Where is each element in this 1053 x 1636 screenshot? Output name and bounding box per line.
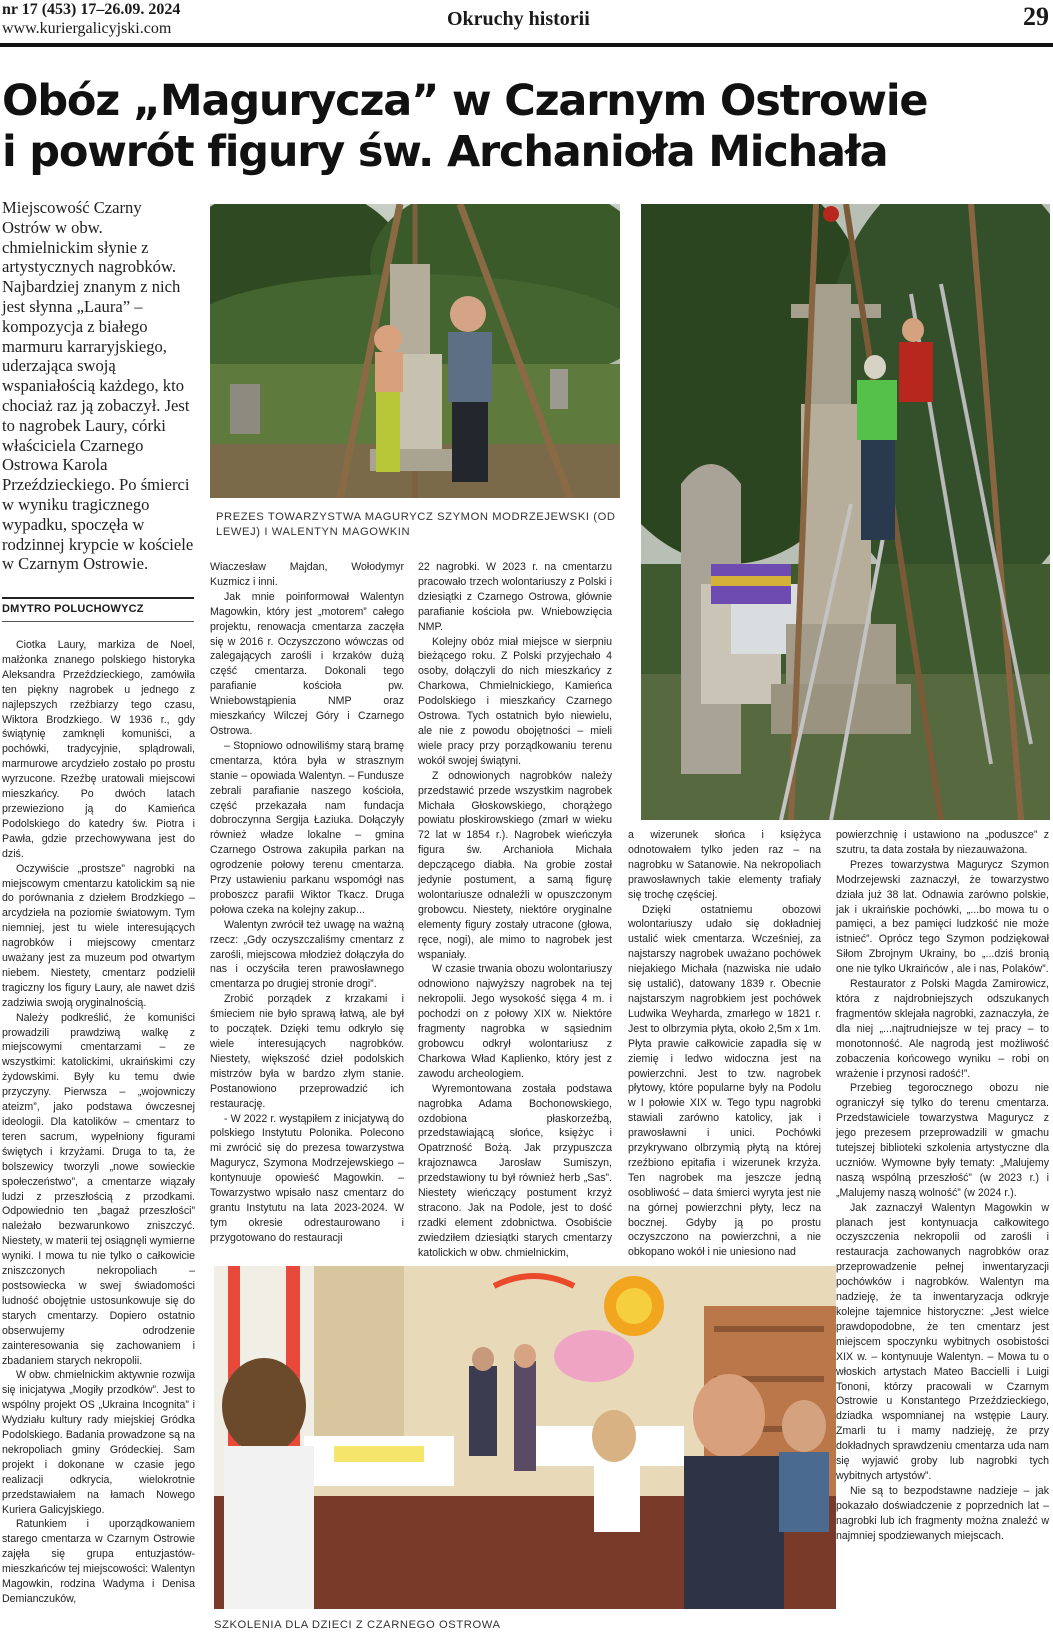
paragraph: Należy podkreślić, że komuniści prowadzili prawdziwą walkę z miejscowymi cmentarzami – ze wszystkimi: katolickimi, ukraińskimi czy żydowskimi. Były ku temu dwie przyczyny. Pierwsza – „wojowniczy ateizm”, jako podstawa ówczesnej ideologii. Dla katolików – cmentarz to teren sacrum, wypełniony figurami świętych i krzyżami. Druga to ta, że bolszewicy tworzyli „nowe sowieckie społeczeństwo”, a cmentarze wiązały ludzi z przeszłością z przodkami. Odpowiednio ten „bagaż przeszłości” należało bezwarunkowo zniszczyć. Niestety, w materii tej osiągnęli wymierne wyniki. I mowa tu nie tylko o całkowicie zniszczonych nekropoliach – postsowiecka w swej świadomości ludność obojętnie ustosunkowuje się do starych cmentarzy. Dopiero ostatnio obserwujemy odrodzenie zainteresowania się zachowaniem i zbadaniem starych nekropolii. <box>2 1011 195 1367</box>
paragraph: Jak zaznaczył Walentyn Magowkin w planach jest kontynuacja całkowitego oczyszczenia nekropolii od zarośli i restauracja zachowanych nagrobków oraz przeprowadzenie pełnej inwentaryzacji pochówków i nagrobków. Walentyn ma nadzieję, że ta inwentaryzacja odkryje kolejne tajemnice historyczne: „Jest wielce prawdopodobne, że ten cmentarz jest miejscem spoczynku wybitnych osobistości XIX w. – kontynuuje Walentyn. – Mowa tu o włoskich artystach Mateo Baccielli i Luigi Tononi, którzy pracowali w Czarnym Ostrowie u Konstantego Przeździeckiego, dziadka wspomnianej na wstępie Laury. Zmarli tu i mamy nadzieję, że przy dokładnych sprawdzeniu cmentarza uda nam się wyjawić groby lub nagrobki tych wybitnych artystów”. <box>836 1201 1049 1482</box>
paragraph: Jak mnie poinformował Walentyn Magowkin, który jest „motorem” całego projektu, renowacja cmentarza zaczęła się w 2016 r. Oczyszczono wówczas od zalegających zarośli i krzaków dużą część cmentarza. Dokonali tego parafianie kościoła pw. Wniebowstąpienia NMP oraz mieszkańcy Wilczej Góry i Czarnego Ostrowa. <box>210 590 404 737</box>
page-number: 29 <box>1023 2 1049 31</box>
paragraph: Zrobić porządek z krzakami i śmieciem nie było sprawą łatwą, ale był to początek. Dzięki temu odkryło się wiele interesujących nagrobków. Niestety, większość dzieł podolskich mistrzów była w bardzo złym stanie. Postanowiono przeprowadzić ich restaurację. <box>210 993 404 1110</box>
header-rule <box>0 43 1053 47</box>
paragraph: – Stopniowo odnowiliśmy starą bramę cmentarza, która była w strasznym stanie – opowiada Walentyn. – Fundusze zebrali parafianie naszego kościoła, część przekazała nam fundacja dobroczynna Sergija Łaziuka. Dołączyły również władze lokalne – gmina Czarnego Ostrowa zakupiła parkan na ogrodzenie połowy terenu cmentarza. Przy ustawieniu parkanu wspomógł nas proboszcz parafii Wiktor Tkacz. Druga połowa czeka na kolejny zakup... <box>210 739 404 916</box>
paragraph: Kolejny obóz miał miejsce w sierpniu bieżącego roku. Z Polski przyjechało 4 osoby, dołączyli do nich mieszkańcy z Charkowa, Chmielnickiego, Kamieńca Podolskiego i mieszkańcy Czarnego Ostrowa. Tych ostatnich było niewielu, ale nie z powodu obojętności – mieli wiele pracy przy porządkowaniu terenu wokół swojej świątyni. <box>418 635 612 767</box>
section-title: Okruchy historii <box>447 8 590 30</box>
caption-photo-3: SZKOLENIA DLA DZIECI Z CZARNEGO OSTROWA <box>214 1619 501 1631</box>
title-line-1: Obóz „Magurycza” w Czarnym Ostrowie <box>2 76 928 126</box>
issue-number: nr 17 (453) 17–26.09. 2024 <box>2 1 181 18</box>
text-column-2 <box>210 560 404 1246</box>
photo-children-workshop <box>214 1266 836 1609</box>
paragraph: - W 2022 r. wystąpiłem z inicjatywą do polskiego Instytutu Polonika. Polecono mi zwrócić się do prezesa towarzystwa Magurycz, Szymona Modrzejewskiego – kontynuuje opowieść Magowkin. – Towarzystwo wpisało nasz cmentarz do grantu Instytutu na lata 2023-2024. W tym okresie odrestaurowano i przygotowano do restauracji <box>210 1112 404 1244</box>
photo-restorers <box>210 204 620 498</box>
paragraph: W czasie trwania obozu wolontariuszy odnowiono najwyższy nagrobek na tej nekropolii. Jego wysokość sięga 4 m. i pochodzi on z połowy XIX w. Niektóre fragmenty nagrobka w sąsiednim grobowcu odkrył wolontariusz z Charkowa Wład Kaplienko, który jest z zawodu archeologiem. <box>418 963 612 1080</box>
photo-archangel-figure-image <box>641 204 1050 820</box>
paragraph: Walentyn zwrócił też uwagę na ważną rzecz: „Gdy oczyszczaliśmy cmentarz z zarośli, miejscowa młodzież dołączyła do nas i oczyściła teren prawosławnego cmentarza po drugiej stronie drogi”. <box>210 918 404 991</box>
photo-restorers-image <box>210 204 620 498</box>
author-rule-top <box>2 597 194 599</box>
article-title <box>2 76 1048 178</box>
paragraph: Dzięki ostatniemu obozowi wolontariuszy udało się dokładniej ustalić wiek cmentarza. Wcześniej, za najstarszy nagrobek uważano pochówek niejakiego Michała (nazwiska nie udało się ustalić), datowany 1839 r. Obecnie najstarszym nagrobkiem jest pochówek Ludwika Weyharda, zmarłego w 1821 r. Jest to olbrzymia płyta, około 2,5m x 1m. Płyta prawie całkowicie zapadła się w ziemię i ledwo widoczna jest na powierzchni. Jest to tzw. nagrobek płytowy, które popularne były na Podolu w I połowie XIX w. Tego typu nagrobki stawiali zarówno katolicy, jak i prawosławni i unici. Pochówki przykrywano olbrzymią płytą na której rzeźbiono epitafia i wizerunek krzyża. Ten nagrobek ma jeszcze jedną osobliwość – data śmierci wyryta jest nie na górnej powierzchni płyty, lecz na bocznej. Gdyby ją po prostu oczyszczono na powierzchni, a nie obkopano wokół i nie uniesiono nad <box>628 903 821 1259</box>
paragraph: W obw. chmielnickim aktywnie rozwija się inicjatywa „Mogiły przodków”. Jest to wspólny projekt OS „Ukraina Incognita” i Wydziału kultury rady miejskiej Gródka Podolskiego. Badania prowadzone są na nekropoliach gminy Gródeckiej. Sam projekt i dokonane w czasie jego realizacji odkrycia, wielokrotnie przedstawiałem na łamach Nowego Kuriera Galicyjskiego. <box>2 1369 195 1516</box>
paragraph: powierzchnię i ustawiono na „poduszce” z szutru, ta data została by niezauważona. <box>836 829 1049 856</box>
caption-photo-1: PREZES TOWARZYSTWA MAGURYCZ SZYMON MODRZEJEWSKI (OD LEWEJ) I WALENTYN MAGOWKIN <box>216 511 616 538</box>
photo-archangel-figure <box>641 204 1050 820</box>
text-column-1 <box>2 638 195 1607</box>
paragraph: Nie są to bezpodstawne nadzieje – jak pokazało doświadczenie z poprzednich lat – nagrobki lub ich fragmenty można znaleźć w najmniej spodziewanych miejscach. <box>836 1484 1049 1542</box>
paragraph: Prezes towarzystwa Magurycz Szymon Modrzejewski zaznaczył, że towarzystwo działa już 38 lat. Odnawia zarówno polskie, jak i ukraińskie pochówki, „...bo mowa tu o pamięci, a bez pamięci ludzkość nie może istnieć”. Oprócz tego Szymon podziękował Siłom Zbrojnym Ukrainy, bo „...dziś bronią one nie tylko Ukraińców , ale i nas, Polaków”. <box>836 858 1049 976</box>
text-column-3 <box>418 560 612 1261</box>
site-url[interactable]: www.kuriergalicyjski.com <box>2 20 172 37</box>
text-column-5 <box>836 828 1049 1544</box>
paragraph: Z odnowionych nagrobków należy przedstawić przede wszystkim nagrobek Michała Głoskowskiego, chorążego powiatu płoskirowskiego (zmarł w wieku 72 lat w 1854 r.). Nagrobek wieńczyła figura św. Archanioła Michała depczącego diabła. Na grobie został jedynie postument, a samą figurę wolontariusze odnaleźli w opuszczonym grobowcu. Niestety, niektóre oryginalne elementy figury zostały utracone (głowa, ręce, nogi), ale mimo to nagrobek jest wspaniały. <box>418 769 612 961</box>
paragraph: Wiaczesław Majdan, Wołodymyr Kuzmicz i inni. <box>210 561 404 588</box>
paragraph: Ciotka Laury, markiza de Noel, małżonka znanego polskiego historyka Aleksandra Przeździeckiego, zamówiła ten piękny nagrobek u jednego z najlepszych rzeźbiarzy tego czasu, Wiktora Brodzkiego. W 1936 r., gdy świątynię zamknęli komuniści, a pochówki, tradycyjnie, splądrowali, marmurowe arcydzieło zostało po prostu wyrzucone. Rzeźbę uratowali miejscowi mieszkańcy. Po dwóch latach przewieziono ją do Kamieńca Podolskiego do katedry św. Piotra i Pawła, gdzie przechowywana jest do dziś. <box>2 639 195 860</box>
paragraph: Przebieg tegorocznego obozu nie ograniczył się tylko do terenu cmentarza. Przedstawiciele towarzystwa Magurycz z jego prezesem przeprowadzili w gmachu tutejszej biblioteki szkolenia artystyczne dla uczniów. Wymowne były tematy: „Malujemy naszą wspólną przeszłość” (w 2023 r.) i „Malujemy naszą wolność” (w 2024 r.). <box>836 1082 1049 1199</box>
author-rule-bottom <box>2 621 194 622</box>
issue-info <box>2 0 180 38</box>
article-lead: Miejscowość Czarny Ostrów w obw. chmielnickim słynie z artystycznych nagrobków. Najbardziej znanym z nich jest słynna „Laura” – kompozycja z białego marmuru karraryjskiego, uderzająca swoją wspaniałością każdego, kto chociaż raz ją zobaczył. Jest to nagrobek Laury, córki właściciela Czarnego Ostrowa Karola Przeździeckiego. Po śmierci w wyniku tragicznego wypadku, spoczęła w rodzinnej krypcie w kościele w Czarnym Ostrowie. <box>2 198 194 574</box>
photo-children-workshop-image <box>214 1266 836 1609</box>
paragraph: Oczywiście „prostsze” nagrobki na miejscowym cmentarzu katolickim są nie do porównania z dziełem Brodzkiego – arcydzieła na poziomie światowym. Tym niemniej, jest tu wiele interesujących nagrobków i miejscowy cmentarz uważany jest za muzeum pod otwartym niebem. Niestety, cmentarz podzielił tragiczny los figury Laury, ale nawet dziś zadziwia swoją oryginalnością. <box>2 862 195 1009</box>
paragraph: Ratunkiem i uporządkowaniem starego cmentarza w Czarnym Ostrowie zajęła się grupa entuzjastów-mieszkańców tej miejscowości: Walentyn Magowkin, rodzina Wadyma i Denisa Demianczuków, <box>2 1518 195 1605</box>
author-byline: DMYTRO POLUCHOWYCZ <box>2 603 144 615</box>
paragraph: a wizerunek słońca i księżyca odnotowałem tylko jeden raz – na nagrobku w Satanowie. Na nekropoliach prawosławnych takie elementy trafiały się trochę częściej. <box>628 829 821 901</box>
paragraph: Restaurator z Polski Magda Zamirowicz, która z najdrobniejszych odszukanych fragmentów sklejała nagrobki, zaznaczyła, że dla niej „...najtrudniejsze w tej pracy – to monotonność. Ale nagrodą jest możliwość zobaczenia końcowego wyniku – robi on wrażenie i przynosi radość!”. <box>836 978 1049 1080</box>
paragraph: Wyremontowana została podstawa nagrobka Adama Bochonowskiego, ozdobiona płaskorzeźbą, przedstawiającą słońce, księżyc i Opatrzność Bożą. Jak przypuszcza krajoznawca Jarosław Sumiszyn, przedstawiony tu był również herb „Sas”. Niestety wieńczący postument krzyż stracono. Jak na Podole, jest to dość rzadki element zdobnictwa. Osobiście zwiedziłem dziesiątki starych cmentarzy katolickich w obw. chmielnickim, <box>418 1082 612 1259</box>
paragraph: 22 nagrobki. W 2023 r. na cmentarzu pracowało trzech wolontariuszy z Polski i dziesiątki z Czarnego Ostrowa, głównie parafianie kościoła pw. Wniebowzięcia NMP. <box>418 561 612 633</box>
title-line-2: i powrót figury św. Archanioła Michała <box>2 127 888 177</box>
text-column-4 <box>628 828 821 1260</box>
